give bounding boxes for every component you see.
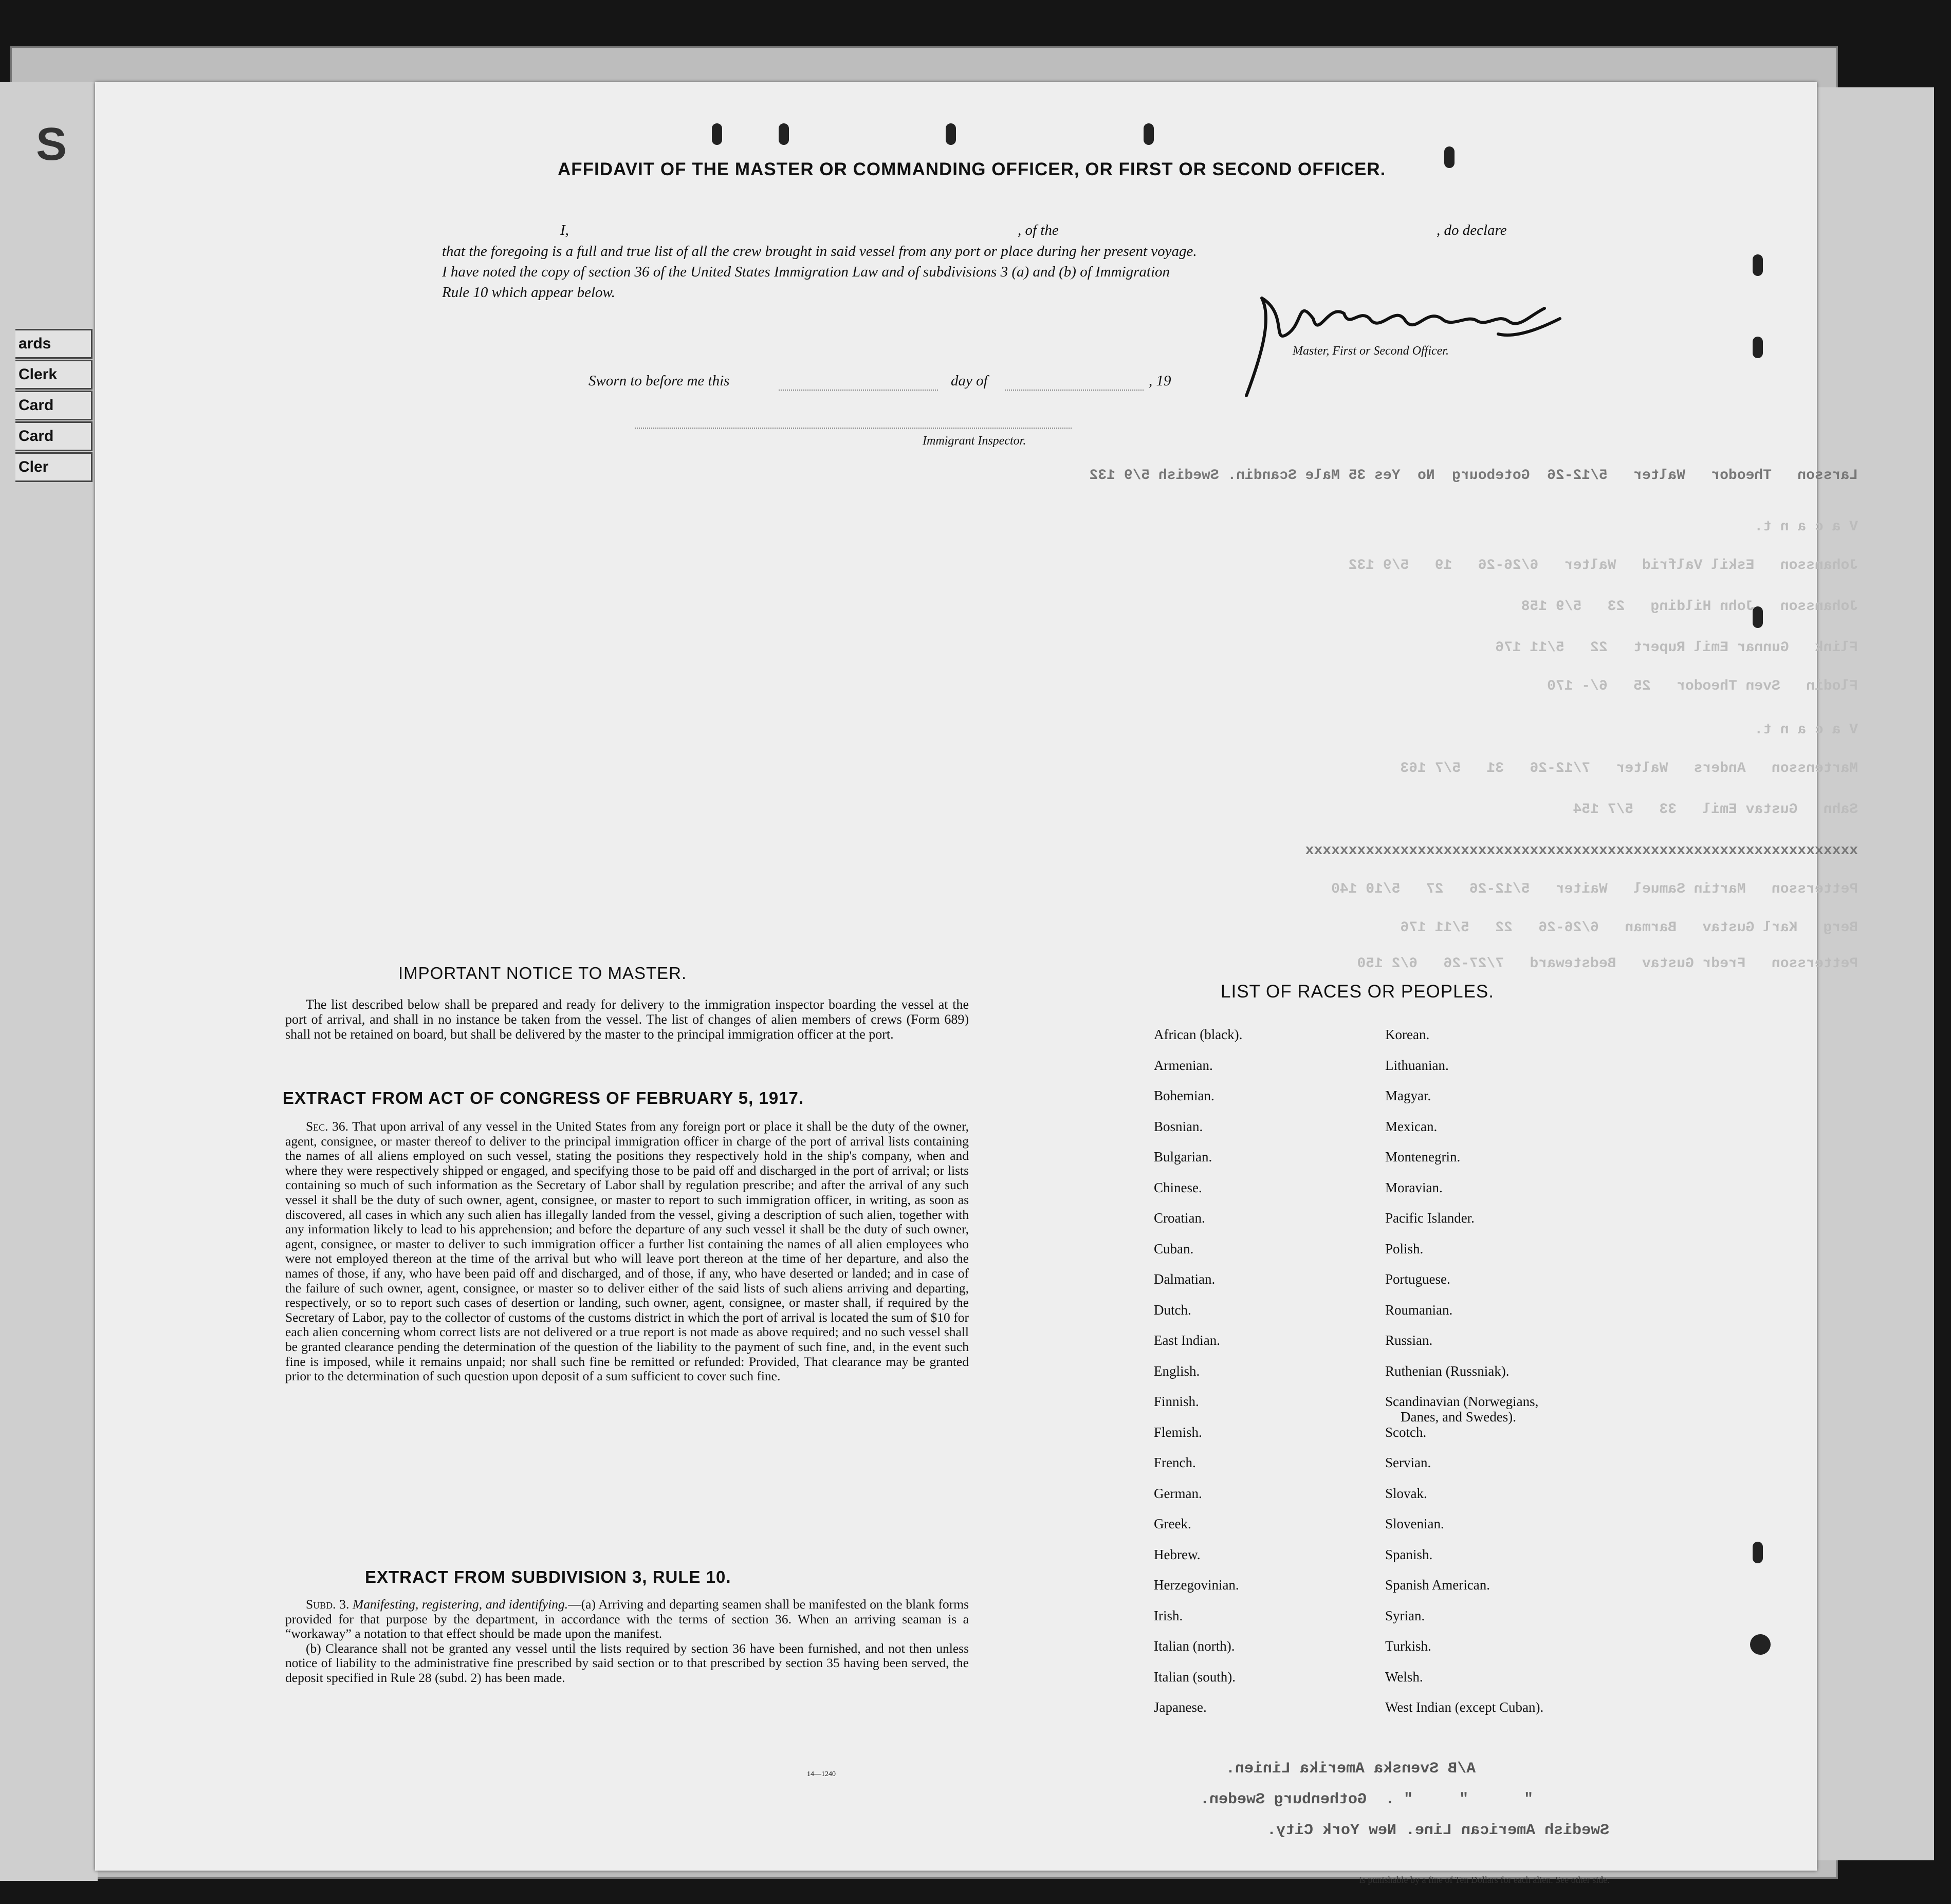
subd-para-a-body: —(a) Arriving and departing seamen shall be manifested on the blank forms provided for that purpose by the department, in accordance with the terms of section 36. When an arriving seaman is a “workaway” a notation to that effect should be made upon the manifest.	[285, 1597, 969, 1641]
address-bleed: A/B Svenska Amerika Linien.	[1226, 1760, 1476, 1778]
race-item: Dalmatian.	[1154, 1271, 1216, 1287]
race-item: Hebrew.	[1154, 1546, 1201, 1562]
race-item: Scandinavian (Norwegians,	[1385, 1394, 1539, 1409]
subd-label: Subd. 3.	[306, 1597, 349, 1612]
sworn-blank	[779, 390, 938, 391]
affidavit-line-2: that the foregoing is a full and true list of all the crew brought in said vessel from any port or place during her present voyage.	[442, 243, 1197, 260]
race-item: Bulgarian.	[1154, 1149, 1212, 1164]
punch-hole	[1753, 254, 1763, 276]
bleed-row: Flink Gunnar Emil Rupert 22 5/11 176	[1495, 640, 1858, 656]
race-item: Armenian.	[1154, 1057, 1213, 1073]
affidavit-line-3: I have noted the copy of section 36 of the United States Immigration Law and of subdivisions 3 (a) and (b) of Immigration	[442, 264, 1170, 280]
year-label: , 19	[1149, 373, 1171, 389]
punch-hole	[1753, 1542, 1763, 1563]
bleed-row: Berg Karl Gustav Barman 6/26-26 22 5/11 176	[1400, 920, 1858, 936]
bleed-row: V a c a n t.	[1754, 722, 1858, 738]
race-item: Flemish.	[1154, 1424, 1202, 1440]
race-item: Finnish.	[1154, 1394, 1199, 1409]
signature-caption: Master, First or Second Officer.	[1293, 344, 1449, 358]
bleed-row: Sahn Gustav Emil 33 5/7 154	[1573, 802, 1858, 818]
manifest-page	[95, 82, 1858, 1885]
bleed-row: Larsson Theodor Walter 5/12-26 Gotebourg No Yes 35 Male Scandin. Swedish 5/9 132	[1089, 468, 1858, 484]
affidavit-do-declare: , do declare	[1437, 222, 1507, 238]
race-item: Dutch.	[1154, 1302, 1191, 1318]
race-item: Syrian.	[1385, 1607, 1425, 1623]
race-item: Korean.	[1385, 1027, 1430, 1042]
bleed-row: Johansson John Hilding 23 5/9 158	[1521, 599, 1858, 615]
notice-title: IMPORTANT NOTICE TO MASTER.	[398, 964, 687, 983]
subdivision-title: EXTRACT FROM SUBDIVISION 3, RULE 10.	[365, 1567, 731, 1586]
race-item: Chinese.	[1154, 1179, 1202, 1195]
subdivision-text	[285, 1597, 969, 1686]
race-item: Magyar.	[1385, 1088, 1431, 1103]
address-bleed: Swedish American Line. New York City.	[1267, 1822, 1610, 1839]
race-item: Polish.	[1385, 1241, 1424, 1256]
bleed-row: Martensson Anders Walter 7/12-26 31 5/7 163	[1400, 761, 1858, 777]
punch-hole	[1750, 1634, 1771, 1655]
subd-heading: Manifesting, registering, and identifying.	[353, 1597, 568, 1612]
race-item: Montenegrin.	[1385, 1149, 1461, 1164]
race-item: Italian (north).	[1154, 1638, 1235, 1654]
race-item: Spanish American.	[1385, 1577, 1490, 1593]
race-item: African (black).	[1154, 1027, 1243, 1042]
day-of-label: day of	[951, 373, 988, 389]
left-card-label: Card	[15, 421, 93, 451]
race-item: West Indian (except Cuban).	[1385, 1699, 1544, 1715]
left-card-label: Clerk	[15, 360, 93, 390]
race-item: Danes, and Swedes).	[1401, 1409, 1516, 1425]
race-item: Portuguese.	[1385, 1271, 1450, 1287]
punch-hole	[1144, 123, 1154, 145]
left-letter: S	[36, 119, 67, 170]
race-item: Japanese.	[1154, 1699, 1207, 1715]
inspector-blank	[635, 428, 1072, 429]
race-item: Bohemian.	[1154, 1088, 1214, 1103]
race-item: Bosnian.	[1154, 1118, 1203, 1134]
sworn-label: Sworn to before me this	[588, 373, 730, 389]
punch-hole	[712, 123, 722, 145]
race-item: Turkish.	[1385, 1638, 1431, 1654]
bleed-row: xxxxxxxxxxxxxxxxxxxxxxxxxxxxxxxxxxxxxxxxxxxxxxxxxxxxxxxxxxxxxxxx	[1305, 843, 1858, 859]
race-item: Servian.	[1385, 1455, 1431, 1470]
race-item: Slovenian.	[1385, 1516, 1444, 1531]
address-bleed: " " " . Gothenburg Sweden.	[1200, 1791, 1534, 1808]
race-item: Roumanian.	[1385, 1302, 1453, 1318]
race-item: German.	[1154, 1485, 1202, 1501]
section-label: Sec. 36.	[306, 1119, 348, 1134]
section-body: That upon arrival of any vessel in the United States from any foreign port or place it shall be the duty of the owner, agent, consignee, or master thereof to deliver to the principal immigration officer in charge of the port of arrival lists containing the names of all aliens employed on such vessel, stating the positions they respectively hold in the ship's company, when and where they were respectively shipped or engaged, and specifying those to be paid off and discharged in the port of arrival; or lists containing so much of such information as the Secretary of Labor shall by regulation prescribe; and after the arrival of any such vessel it shall be the duty of such owner, agent, consignee, or master to report to such immigration officer, in writing, as soon as discovered, all cases in which any such alien has illegally landed from the vessel, giving a description of such alien, together with any information likely to lead to his apprehension; and before the departure of any such vessel it shall be the duty of such owner, agent, consignee, or master to deliver to such immigration officer a further list containing the names of all alien employees who were not employed thereon at the time of the arrival but who will leave port thereon at the time of her departure, and also the names of those, if any, who have been paid off and discharged, and of those, if any, who have deserted or landed; and in case of the failure of such owner, agent, consignee, or master so to deliver either of the said lists of such aliens arriving and departing, respectively, or so to report such cases of desertion or landing, such owner, agent, consignee, or master shall, if required by the Secretary of Labor, pay to the collector of customs of the customs district in which the port of arrival is located the sum of $10 for each alien concerning whom correct lists are not delivered or a true report is not made as above required; and no such vessel shall be granted clearance pending the determination of the question of the liability to the payment of such fine, and, in the event such fine is imposed, while it remains unpaid; nor shall such fine be remitted or refunded: Provided, That clearance may be granted prior to the determination of such question upon deposit of a sum sufficient to cover such fine.	[285, 1119, 969, 1384]
form-number: 14—1240	[807, 1770, 836, 1778]
race-item: Welsh.	[1385, 1669, 1423, 1685]
race-item: Moravian.	[1385, 1179, 1443, 1195]
footer-note: is punishable by a fine of Ten Dollars for each alien. See other side.	[1359, 1875, 1610, 1885]
affidavit-of-the: , of the	[1018, 222, 1059, 238]
inspector-label: Immigrant Inspector.	[923, 434, 1026, 448]
race-item: Italian (south).	[1154, 1669, 1236, 1685]
affidavit-title: AFFIDAVIT OF THE MASTER OR COMMANDING OFFICER, OR FIRST OR SECOND OFFICER.	[558, 159, 1386, 179]
race-item: French.	[1154, 1455, 1196, 1470]
bleed-row: Pettersson Martin Samuel Waiter 5/12-26 27 5/10 140	[1331, 881, 1858, 897]
race-item: Ruthenian (Russniak).	[1385, 1363, 1510, 1379]
race-item: Slovak.	[1385, 1485, 1427, 1501]
race-item: Scotch.	[1385, 1424, 1427, 1440]
bleed-row: Johansson Eskil Valfrid Walter 6/26-26 19 5/9 132	[1348, 558, 1858, 574]
race-item: East Indian.	[1154, 1333, 1220, 1348]
race-item: Greek.	[1154, 1516, 1191, 1531]
punch-hole	[779, 123, 789, 145]
race-item: English.	[1154, 1363, 1200, 1379]
affidavit-i-label: I,	[560, 222, 569, 238]
bleed-row: Flodin Sven Theodor 25 6/- 170	[1547, 678, 1858, 694]
races-title: LIST OF RACES OR PEOPLES.	[1221, 982, 1495, 1002]
subdivision-para-b: (b) Clearance shall not be granted any vessel until the lists required by section 36 have been furnished, and not then unless notice of liability to the administrative fine prescribed by said section or to that prescribed by section 35 having been served, the deposit specified in Rule 28 (subd. 2) has been made.	[285, 1640, 969, 1685]
race-item: Russian.	[1385, 1333, 1433, 1348]
left-card-label: Cler	[15, 452, 93, 482]
notice-text: The list described below shall be prepared and ready for delivery to the immigration inspector boarding the vessel at the port of arrival, and shall in no instance be taken from the vessel. The list of changes of alien members of crews (Form 689) shall not be retained on board, but shall be delivered by the master to the principal immigration officer at the port.	[285, 997, 969, 1042]
race-item: Irish.	[1154, 1607, 1183, 1623]
subdivision-para-a	[285, 1597, 969, 1641]
punch-hole	[946, 123, 956, 145]
race-item: Lithuanian.	[1385, 1057, 1449, 1073]
race-item: Croatian.	[1154, 1210, 1205, 1226]
section-36-text	[285, 1119, 969, 1384]
left-cards	[15, 329, 93, 483]
left-card-label: ards	[15, 329, 93, 359]
race-item: Herzegovinian.	[1154, 1577, 1239, 1593]
extract-title: EXTRACT FROM ACT OF CONGRESS OF FEBRUARY 5, 1917.	[283, 1088, 804, 1107]
affidavit-line-4: Rule 10 which appear below.	[442, 284, 615, 301]
punch-hole	[1753, 337, 1763, 358]
race-item: Mexican.	[1385, 1118, 1438, 1134]
race-item: Spanish.	[1385, 1546, 1433, 1562]
bleed-row: Pettersson Fredr Gustav Bedsteward 7/27-26 6/2 150	[1357, 956, 1858, 972]
bleed-row: V a c a n t.	[1754, 519, 1858, 535]
race-item: Pacific Islander.	[1385, 1210, 1475, 1226]
race-item: Cuban.	[1154, 1241, 1194, 1256]
left-card-label: Card	[15, 391, 93, 420]
right-strip	[1799, 87, 1934, 1860]
month-blank	[1005, 390, 1144, 391]
